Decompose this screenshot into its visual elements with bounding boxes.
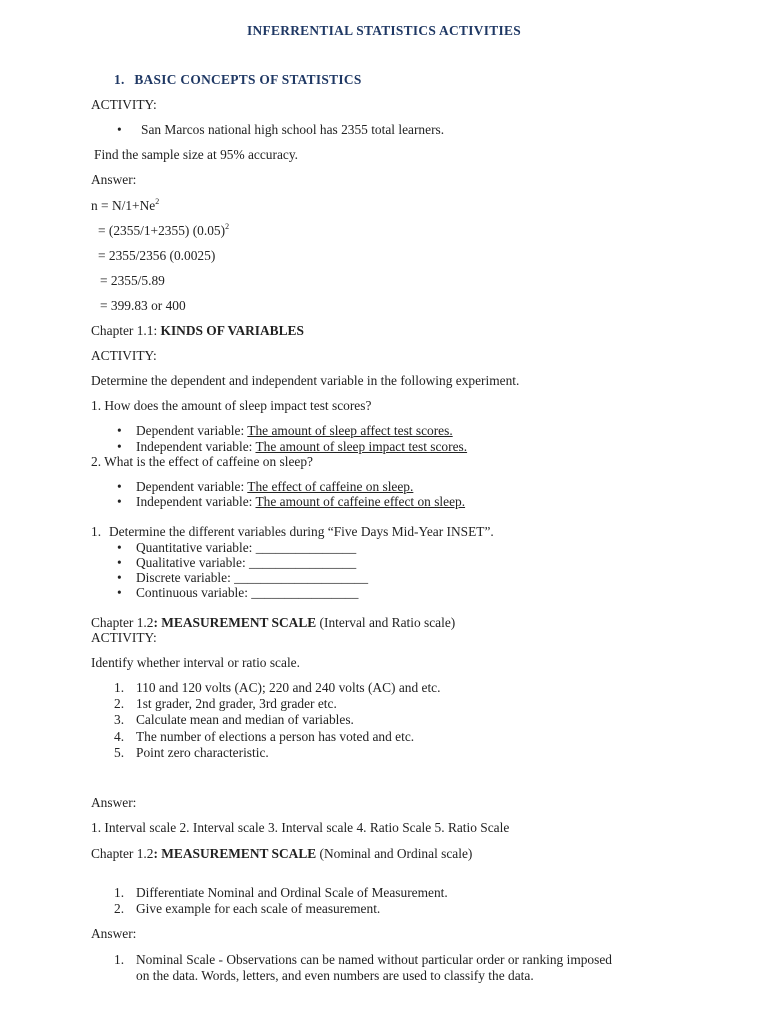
chapter-heading <box>91 846 472 862</box>
answer-label: Answer: <box>91 172 137 187</box>
instruction-text: Identify whether interval or ratio scale. <box>91 655 300 670</box>
bullet-icon: • <box>117 479 122 494</box>
answer-text: 1. Interval scale 2. Interval scale 3. Interval scale 4. Ratio Scale 5. Ratio Scale <box>91 820 510 835</box>
question-text: 1. How does the amount of sleep impact test scores? <box>91 398 372 413</box>
formula-text: = (2355/1+2355) (0.05) <box>98 223 226 238</box>
chapter-heading <box>91 323 304 339</box>
variable-label: Independent variable: <box>136 494 256 509</box>
list-item <box>114 712 354 728</box>
list-item <box>114 729 415 745</box>
activity-label: ACTIVITY: <box>91 97 157 112</box>
chapter-subtitle: (Interval and Ratio scale) <box>316 615 456 630</box>
formula-line: = 2355/5.89 <box>100 273 165 288</box>
list-item <box>114 885 448 901</box>
variable-answer: The amount of sleep affect test scores. <box>247 423 453 438</box>
activity-label: ACTIVITY: <box>91 348 157 363</box>
answer-label: Answer: <box>91 926 137 941</box>
chapter-title: : MEASUREMENT SCALE <box>153 615 317 630</box>
section-heading-number: 1. <box>114 72 125 87</box>
answer-label: Answer: <box>91 795 137 810</box>
list-item <box>117 494 466 510</box>
list-item-text: 1st grader, 2nd grader, 3rd grader etc. <box>136 696 337 711</box>
list-item <box>117 122 445 138</box>
variable-answer: The amount of caffeine effect on sleep. <box>255 494 466 509</box>
list-item-text: Quantitative variable: _______________ <box>136 540 357 555</box>
list-item-text: The number of elections a person has voted and etc. <box>136 729 415 744</box>
chapter-title: KINDS OF VARIABLES <box>160 323 304 338</box>
list-number: 2. <box>114 696 125 711</box>
bullet-icon: • <box>117 423 122 438</box>
section-heading <box>114 72 362 88</box>
list-item-text <box>136 439 467 455</box>
list-item <box>117 570 369 586</box>
list-number: 2. <box>114 901 125 916</box>
list-item <box>114 952 612 968</box>
section-heading-text: BASIC CONCEPTS OF STATISTICS <box>134 72 362 87</box>
chapter-heading <box>91 615 455 631</box>
formula-superscript: 2 <box>225 221 230 231</box>
instruction-text: Determine the dependent and independent variable in the following experiment. <box>91 373 520 388</box>
variable-answer: The amount of sleep impact test scores. <box>255 439 468 454</box>
bullet-icon: • <box>117 540 122 555</box>
chapter-prefix: Chapter 1.1: <box>91 323 161 338</box>
list-item-text: Discrete variable: ____________________ <box>136 570 369 585</box>
list-number: 1. <box>114 680 125 695</box>
list-item-text: Continuous variable: ________________ <box>136 585 359 600</box>
chapter-subtitle: (Nominal and Ordinal scale) <box>316 846 473 861</box>
chapter-title: : MEASUREMENT SCALE <box>153 846 317 861</box>
list-number: 5. <box>114 745 125 760</box>
formula-line: = 399.83 or 400 <box>100 298 186 313</box>
list-item-text: Give example for each scale of measurement. <box>136 901 381 916</box>
variable-label: Dependent variable: <box>136 479 248 494</box>
bullet-icon: • <box>117 122 122 137</box>
formula-line <box>98 223 229 239</box>
answer-text: Nominal Scale - Observations can be named without particular order or ranking imposed <box>136 952 612 967</box>
activity-label: ACTIVITY: <box>91 630 157 645</box>
formula-line: = 2355/2356 (0.0025) <box>98 248 216 263</box>
list-item <box>117 585 359 601</box>
bullet-icon: • <box>117 439 122 454</box>
list-item <box>114 680 441 696</box>
list-item-text: Point zero characteristic. <box>136 745 269 760</box>
question-text <box>91 524 494 540</box>
variable-label: Dependent variable: <box>136 423 248 438</box>
list-item-text: 110 and 120 volts (AC); 220 and 240 volts (AC) and etc. <box>136 680 441 695</box>
question-text: Find the sample size at 95% accuracy. <box>94 147 299 162</box>
list-item-text <box>136 479 413 495</box>
document-title: INFERRENTIAL STATISTICS ACTIVITIES <box>247 23 521 38</box>
question-body: Determine the different variables during “Five Days Mid-Year INSET”. <box>109 524 494 539</box>
list-number: 4. <box>114 729 125 744</box>
chapter-prefix: Chapter 1.2 <box>91 846 154 861</box>
chapter-prefix: Chapter 1.2 <box>91 615 154 630</box>
list-item-text: Differentiate Nominal and Ordinal Scale of Measurement. <box>136 885 448 900</box>
question-text: 2. What is the effect of caffeine on sleep? <box>91 454 313 469</box>
list-number: 1. <box>114 952 125 967</box>
list-item <box>114 901 381 917</box>
list-item <box>117 423 453 439</box>
variable-label: Independent variable: <box>136 439 256 454</box>
list-item-text <box>136 494 465 510</box>
list-item-text <box>136 423 453 439</box>
list-item <box>117 479 414 495</box>
bullet-icon: • <box>117 585 122 600</box>
list-item <box>114 745 269 761</box>
list-item-text: San Marcos national high school has 2355 total learners. <box>141 122 445 137</box>
list-number: 3. <box>114 712 125 727</box>
bullet-icon: • <box>117 494 122 509</box>
list-item <box>114 696 337 712</box>
variable-answer: The effect of caffeine on sleep. <box>247 479 414 494</box>
list-item <box>117 540 357 556</box>
list-item-text: Calculate mean and median of variables. <box>136 712 354 727</box>
formula-superscript: 2 <box>155 196 160 206</box>
bullet-icon: • <box>117 555 122 570</box>
list-item <box>117 555 357 571</box>
list-item <box>117 439 468 455</box>
list-item-text: Qualitative variable: ________________ <box>136 555 357 570</box>
answer-text-continued: on the data. Words, letters, and even numbers are used to classify the data. <box>136 968 534 983</box>
formula-line <box>91 198 159 214</box>
bullet-icon: • <box>117 570 122 585</box>
list-number: 1. <box>114 885 125 900</box>
formula-text: n = N/1+Ne <box>91 198 156 213</box>
list-number: 1. <box>91 524 102 539</box>
